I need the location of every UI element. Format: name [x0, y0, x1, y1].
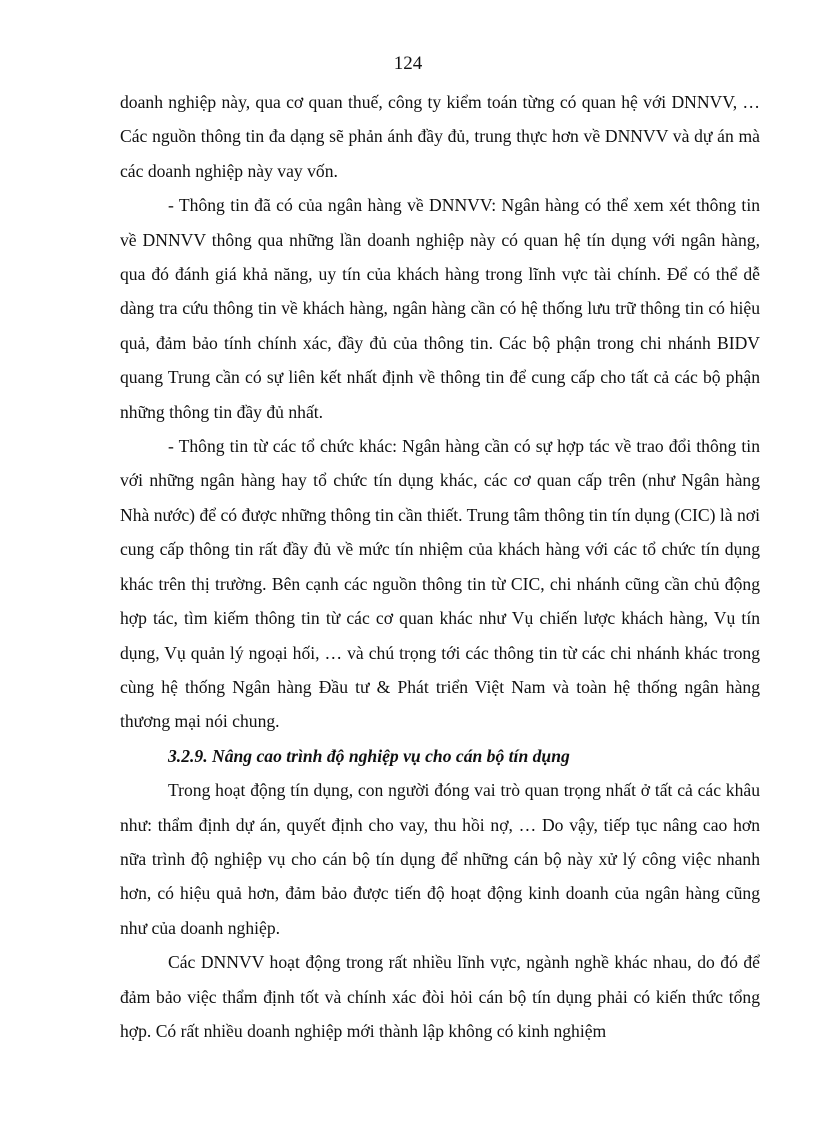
document-body — [120, 85, 760, 1048]
paragraph-sme-sectors: Các DNNVV hoạt động trong rất nhiều lĩnh vực, ngành nghề khác nhau, do đó để đảm bảo việc thẩm định tốt và chính xác đòi hỏi cán bộ tín dụng phải có kiến thức tổng hợp. Có rất nhiều doanh nghiệp mới thành lập không có kinh nghiệm — [120, 952, 760, 1041]
page-number: 124 — [393, 53, 423, 74]
section-heading: 3.2.9. Nâng cao trình độ nghiệp vụ cho cán bộ tín dụng — [168, 745, 570, 766]
paragraph-credit-activity: Trong hoạt động tín dụng, con người đóng vai trò quan trọng nhất ở tất cả các khâu như: thẩm định dự án, quyết định cho vay, thu hồi nợ, … Do vậy, tiếp tục nâng cao hơn nữa trình độ nghiệp vụ cho cán bộ tín dụng để những cán bộ này xử lý công việc nhanh hơn, có hiệu quả hơn, đảm bảo được tiến độ hoạt động kinh doanh của ngân hàng cũng như của doanh nghiệp. — [120, 780, 760, 938]
paragraph-bank-information: - Thông tin đã có của ngân hàng về DNNVV: Ngân hàng có thể xem xét thông tin về DNNVV thông qua những lần doanh nghiệp này có quan hệ tín dụng với ngân hàng, qua đó đánh giá khả năng, uy tín của khách hàng trong lĩnh vực tài chính. Để có thể dễ dàng tra cứu thông tin về khách hàng, ngân hàng cần có hệ thống lưu trữ thông tin có hiệu quả, đảm bảo tính chính xác, đầy đủ của thông tin. Các bộ phận trong chi nhánh BIDV quang Trung cần có sự liên kết nhất định về thông tin để cung cấp cho tất cả các bộ phận những thông tin đầy đủ nhất. — [120, 195, 760, 422]
paragraph-other-organizations: - Thông tin từ các tổ chức khác: Ngân hàng cần có sự hợp tác về trao đổi thông tin với những ngân hàng hay tổ chức tín dụng khác, các cơ quan cấp trên (như Ngân hàng Nhà nước) để có được những thông tin cần thiết. Trung tâm thông tin tín dụng (CIC) là nơi cung cấp thông tin rất đầy đủ về mức tín nhiệm của khách hàng với các tổ chức tín dụng khác trên thị trường. Bên cạnh các nguồn thông tin từ CIC, chi nhánh cũng cần chủ động hợp tác, tìm kiếm thông tin từ các cơ quan khác như Vụ chiến lược khách hàng, Vụ tín dụng, Vụ quản lý ngoại hối, … và chú trọng tới các thông tin từ các chi nhánh khác trong cùng hệ thống Ngân hàng Đầu tư & Phát triển Việt Nam và toàn hệ thống ngân hàng thương mại nói chung. — [120, 436, 760, 732]
paragraph-continuation: doanh nghiệp này, qua cơ quan thuế, công ty kiểm toán từng có quan hệ với DNNVV, … Các nguồn thông tin đa dạng sẽ phản ánh đầy đủ, trung thực hơn về DNNVV và dự án mà các doanh nghiệp này vay vốn. — [120, 92, 760, 181]
